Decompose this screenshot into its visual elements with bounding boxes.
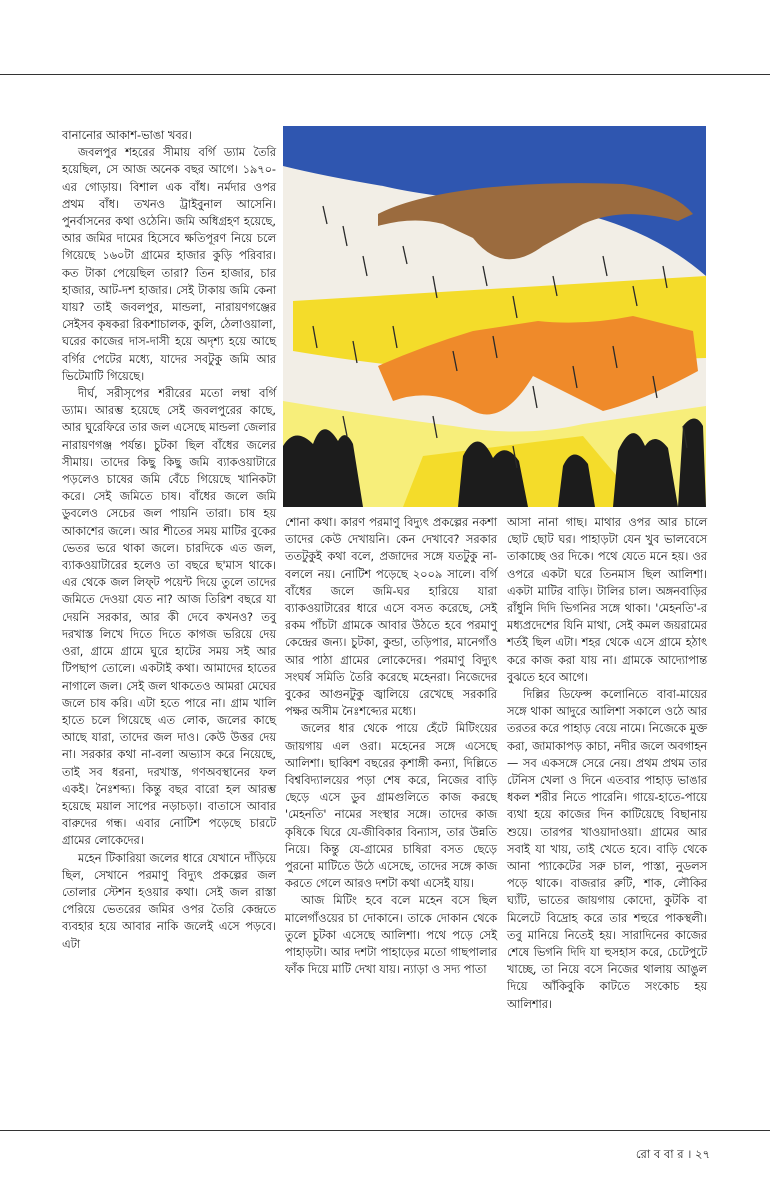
article-column-3: [507, 514, 707, 1013]
paragraph: শোনা কথা। কারণ পরমাণু বিদ্যুৎ প্রকল্পের নকশা তাদের কেউ দেখায়নি। কেন দেখাবে? সরকার ততটুকুই কথা বলে, প্রজাদের সঙ্গে যতটুকু না-বললে নয়। নোটিশ পড়েছে ২০০৯ সালে। বর্গি বাঁধের জলে জমি-ঘর হারিয়ে যারা ব্যাকওয়াটারের ধারে এসে বসত করেছে, সেই রকম পাঁচটা গ্রামকে আবার উঠতে হবে পরমাণু কেন্দ্রের জন্য। চুটকা, কুন্ডা, তড়িপার, মানেগাঁও আর পাঠা গ্রামের লোকেদের। পরমাণু বিদ্যুৎ সংঘর্ষ সমিতি তৈরি করেছে মহেনরা। নিজেদের বুকের আগুনটুকু জ্বালিয়ে রেখেছে সরকারি পক্ষর অসীম নৈঃশব্দ্যের মধ্যে।: [285, 516, 497, 719]
paragraph: আসা নানা গাছ। মাথার ওপর আর চালে ছোট ছোট ঘর। পাহাড়টা যেন খুব ভালবেসে তাকাচ্ছে ওর দিকে। পথে যেতে মনে হয়। ওর ওপরে একটা ঘরে তিনমাস ছিল আলিশা। একটা মাটির বাড়ি। টালির চাল। অঙ্গনবাড়ির রাঁধুনি দিদি ভিগনির সঙ্গে থাকা। 'মেহনতি'-র মধ্যপ্রদেশের যিনি মাথা, সেই কমল জয়রামের শর্তই ছিল এটা। শহর থেকে এসে গ্রামে হঠাৎ করে কাজ করা যায় না। গ্রামকে আদ্যোপান্ত বুঝতে হবে আগে।: [507, 516, 707, 684]
bottom-rule: [0, 1130, 770, 1131]
painting-illustration: [283, 126, 706, 507]
paragraph: বানানোর আকাশ-ভাঙা খবর।: [62, 129, 192, 142]
paragraph: জবলপুর শহরের সীমায় বর্গি ড্যাম তৈরি হয়েছিল, সে আজ অনেক বছর আগে। ১৯৭০-এর গোড়ায়। বিশাল এক বাঁধ। নর্মদার ওপর প্রথম বাঁধ। তখনও ট্রাইবুনাল আসেনি। পুনর্বাসনের কথা ওঠেনি। জমি অধিগ্রহণ হয়েছে, আর জমির দামের হিসেবে ক্ষতিপূরণ নিয়ে চলে গিয়েছে ১৬০টা গ্রামের হাজার কুড়ি পরিবার। কত টাকা পেয়েছিল তারা? তিন হাজার, চার হাজার, আট-দশ হাজার। সেই টাকায় জমি কেনা যায়? তাই জবলপুর, মান্ডলা, নারায়ণগঞ্জের সেইসব কৃষকরা রিকশাচালক, কুলি, ঠেলাওয়ালা, ঘরের কাজের দাস-দাসী হয়ে অদৃশ্য হয়ে আছে বর্গির পেটের মধ্যে, যাদের সবটুকু জমি আর ভিটেমাটি গিয়েছে।: [62, 146, 276, 383]
page-footer: রো ব বা র । ২৭: [635, 1147, 710, 1161]
paragraph: দীর্ঘ, সরীসৃপের শরীরের মতো লম্বা বর্গি ড্যাম। আরম্ভ হয়েছে সেই জবলপুরের কাছে, আর ঘুরেফিরে তার জল এসেছে মান্ডলা জেলার নারায়ণগঞ্জ পর্যন্ত। চুটকা ছিল বাঁধের জলের সীমায়। তাদের কিছু কিছু জমি ব্যাকওয়াটারে পড়লেও চাষের জমি বেঁচে গিয়েছে খানিকটা করে। সেই জমিতে চাষ। বাঁধের জলে জমি ডুবলেও সেচের জল পায়নি তারা। চাষ হয় আকাশের জলে। আর শীতের সময় মাটির বুকের ভেতর ভরে থাকা জলে। চারদিকে এত জল, ব্যাকওয়াটারের হলেও তা বছরে ছ'মাস থাকে। এর থেকে জল লিফ্‌ট পয়েন্ট দিয়ে তুলে তাদের জমিতে দেওয়া যেত না? আজ তিরিশ বছরে যা দেয়নি সরকার, আর কী দেবে কখনও? তবু দরখাস্ত লিখে দিতে দিতে কাগজ ভরিয়ে দেয় ওরা, গ্রামে গ্রামে ঘুরে হাটের সময় সই আর টিপছাপ তোলে। একটাই কথা। আমাদের হাতের নাগালে জল। সেই জল থাকতেও আমরা মেঘের জলে চাষ করি। এটা হতে পারে না। গ্রাম খালি হাতে চলে গিয়েছে এত লোক, জলের কাছে আছে যারা, তাদের জল দাও। কেউ উত্তর দেয় না। সরকার কথা না-বলা অভ্যাস করে নিয়েছে, তাই সব ধরনা, দরখাস্ত, গণঅবস্থানের ফল একই। নৈঃশব্দ্য। কিন্তু বছর বারো হল আরম্ভ হয়েছে ময়াল সাপের নড়াচড়া। বাতাসে আবার বারুদের গন্ধ। এবার নোটিশ পড়েছে চারটে গ্রামের লোকেদের।: [62, 387, 276, 848]
article-column-2: [285, 514, 497, 978]
paragraph: দিল্লির ডিফেন্স কলোনিতে বাবা-মায়ের সঙ্গে থাকা আদুরে আলিশা সকালে ওঠে আর তরতর করে পাহাড় বেয়ে নামে। নিজেকে মুক্ত করা, জামাকাপড় কাচা, নদীর জলে অবগাহন— সব একসঙ্গে সেরে নেয়। প্রথম প্রথম তার টেনিস খেলা ও দিনে এতবার পাহাড় ভাঙার ধকল শরীর নিতে পারেনি। গায়ে-হাতে-পায়ে ব্যথা হয়ে কাজের দিন কাটিয়েছে বিছানায় শুয়ে। তারপর খাওয়াদাওয়া। গ্রামের আর সবাই যা খায়, তাই খেতে হবে। বাড়ি থেকে আনা প্যাকেটের সরু চাল, পাস্তা, নুডলস পড়ে থাকে। বাজরার রুটি, শাক, লৌকির ঘ্যাঁট, ভাতের জায়গায় কোদো, কুটকি বা মিলেটে বিদ্রোহ করে তার শহুরে পাকস্থলী। তবু মানিয়ে নিতেই হয়। সারাদিনের কাজের শেষে ভিগনি দিদি যা হুসহাস করে, চেটেপুটে খাচ্ছে, তা নিয়ে বসে নিজের থালায় আঙুল দিয়ে আঁকিবুকি কাটতে সংকোচ হয় আলিশার।: [507, 688, 707, 1011]
paragraph: জলের ধার থেকে পায়ে হেঁটে মিটিংয়ের জায়গায় এল ওরা। মহেনের সঙ্গে এসেছে আলিশা। ছাব্বিশ বছরের কৃশাঙ্গী কন্যা, দিল্লিতে বিশ্ববিদ্যালয়ের পড়া শেষ করে, নিজের বাড়ি ছেড়ে এসে ডুব গ্রামগুলিতে কাজ করছে 'মেহনতি' নামের সংস্থার সঙ্গে। তাদের কাজ কৃষিকে ঘিরে যে-জীবিকার বিন্যাস, তার উন্নতি নিয়ে। কিন্তু যে-গ্রামের চাষিরা বসত ছেড়ে পুরনো মাটিতে উঠে এসেছে, তাদের সঙ্গে কাজ করতে গেলে আরও দশটা কথা এসেই যায়।: [285, 722, 497, 891]
paragraph: মহেন টিকারিয়া জলের ধারে যেখানে দাঁড়িয়ে ছিল, সেখানে পরমাণু বিদ্যুৎ প্রকল্পের জল তোলার স্টেশন হওয়ার কথা। সেই জল রাস্তা পেরিয়ে ভেতরের জমির ওপর তৈরি কেন্দ্রতে ব্যবহার হয়ে আবার নাকি জলেই এসে পড়বে। এটা: [62, 851, 276, 951]
paragraph: আজ মিটিং হবে বলে মহেন বসে ছিল মালেগাঁওয়ের চা দোকানে। তাকে দোকান থেকে তুলে চুটকা এসেছে আলিশা। পথে পড়ে সেই পাহাড়টা। আর দশটা পাহাড়ের মতো গাছপালার ফাঁক দিয়ে মাটি দেখা যায়। ন্যাড়া ও সদ্য পাতা: [285, 894, 497, 977]
top-rule: [0, 74, 770, 75]
article-column-1: [62, 127, 276, 953]
